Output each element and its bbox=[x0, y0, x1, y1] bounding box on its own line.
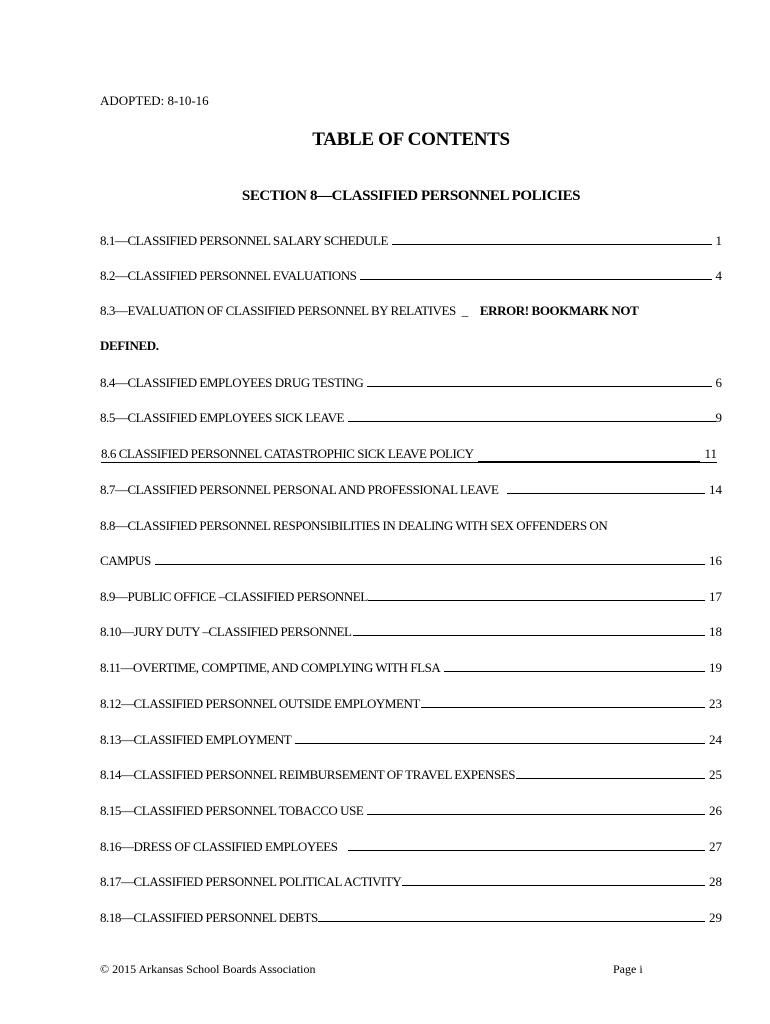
toc-entry-label: 8.13—CLASSIFIED EMPLOYMENT bbox=[100, 732, 292, 747]
toc-leader bbox=[353, 635, 705, 636]
toc-entry-8-12[interactable] bbox=[100, 692, 722, 712]
toc-entry-8-4[interactable] bbox=[100, 371, 722, 391]
toc-page-number: 19 bbox=[709, 660, 722, 675]
toc-page-number: 25 bbox=[709, 767, 722, 782]
document-title: TABLE OF CONTENTS bbox=[312, 129, 510, 150]
toc-page-number: 1 bbox=[715, 233, 722, 248]
toc-entry-label: 8.3—EVALUATION OF CLASSIFIED PERSONNEL BY RELATIVES bbox=[100, 303, 456, 318]
toc-entry-label: 8.16—DRESS OF CLASSIFIED EMPLOYEES bbox=[100, 839, 338, 854]
toc-leader bbox=[155, 564, 705, 565]
toc-entry-label: 8.6 CLASSIFIED PERSONNEL CATASTROPHIC SICK LEAVE POLICY bbox=[101, 446, 474, 461]
toc-entry-8-3[interactable] bbox=[100, 299, 722, 319]
toc-entry-8-18[interactable] bbox=[100, 906, 722, 926]
adopted-date: ADOPTED: 8-10-16 bbox=[100, 93, 209, 108]
footer-copyright: © 2015 Arkansas School Boards Association bbox=[100, 962, 316, 976]
toc-page-number: 16 bbox=[709, 553, 722, 568]
toc-page-number: 14 bbox=[709, 482, 722, 497]
toc-entry-label: 8.18—CLASSIFIED PERSONNEL DEBTS bbox=[100, 910, 318, 925]
toc-entry-8-6[interactable] bbox=[101, 442, 717, 463]
toc-page-number: 26 bbox=[709, 803, 722, 818]
toc-entry-label: 8.8—CLASSIFIED PERSONNEL RESPONSIBILITIES IN DEALING WITH SEX OFFENDERS ON bbox=[100, 518, 608, 533]
toc-entry-label: 8.12—CLASSIFIED PERSONNEL OUTSIDE EMPLOYMENT bbox=[100, 696, 420, 711]
toc-page-number: 9 bbox=[715, 410, 722, 425]
toc-entry-8-8-continuation[interactable] bbox=[100, 549, 722, 569]
toc-entry-label: 8.14—CLASSIFIED PERSONNEL REIMBURSEMENT OF TRAVEL EXPENSES bbox=[100, 767, 515, 782]
toc-entry-8-2[interactable] bbox=[100, 264, 722, 284]
toc-leader bbox=[421, 707, 705, 708]
toc-page-number: 6 bbox=[715, 375, 722, 390]
toc-entry-8-11[interactable] bbox=[100, 656, 722, 676]
toc-leader bbox=[478, 461, 701, 462]
toc-page-number: 11 bbox=[704, 446, 717, 461]
toc-leader bbox=[402, 885, 705, 886]
toc-leader: _ bbox=[461, 303, 468, 318]
toc-entry-label: 8.1—CLASSIFIED PERSONNEL SALARY SCHEDULE bbox=[100, 233, 389, 248]
toc-leader bbox=[392, 244, 711, 245]
toc-entry-8-15[interactable] bbox=[100, 799, 722, 819]
toc-entry-8-1[interactable] bbox=[100, 229, 722, 249]
toc-entry-label: 8.10—JURY DUTY –CLASSIFIED PERSONNEL bbox=[100, 624, 352, 639]
toc-entry-label: 8.7—CLASSIFIED PERSONNEL PERSONAL AND PROFESSIONAL LEAVE bbox=[100, 482, 499, 497]
toc-page-number: 29 bbox=[709, 910, 722, 925]
toc-entry-8-7[interactable] bbox=[100, 478, 722, 498]
bookmark-error-continuation: DEFINED. bbox=[100, 338, 159, 353]
bookmark-error-text: ERROR! BOOKMARK NOT bbox=[479, 303, 639, 318]
toc-entry-8-17[interactable] bbox=[100, 870, 722, 890]
toc-entry-label: 8.4—CLASSIFIED EMPLOYEES DRUG TESTING bbox=[100, 375, 364, 390]
toc-entry-label: 8.9—PUBLIC OFFICE –CLASSIFIED PERSONNEL bbox=[100, 589, 368, 604]
toc-entry-8-14[interactable] bbox=[100, 763, 722, 783]
toc-page-number: 27 bbox=[709, 839, 722, 854]
toc-page-number: 4 bbox=[715, 268, 722, 283]
footer-page-label: Page i bbox=[613, 962, 643, 976]
toc-entry-8-5[interactable] bbox=[100, 406, 722, 426]
toc-leader bbox=[367, 814, 705, 815]
toc-leader bbox=[444, 671, 705, 672]
toc-entry-8-16[interactable] bbox=[100, 835, 722, 855]
toc-leader bbox=[360, 279, 711, 280]
toc-entry-8-9[interactable] bbox=[100, 585, 722, 605]
toc-page-number: 24 bbox=[709, 732, 722, 747]
toc-entry-label: 8.2—CLASSIFIED PERSONNEL EVALUATIONS bbox=[100, 268, 357, 283]
toc-leader bbox=[348, 421, 715, 422]
toc-leader bbox=[507, 493, 705, 494]
toc-leader bbox=[318, 921, 705, 922]
toc-leader bbox=[295, 743, 705, 744]
toc-entry-label-continuation: CAMPUS bbox=[100, 553, 151, 568]
toc-entry-8-13[interactable] bbox=[100, 728, 722, 748]
toc-page-number: 23 bbox=[709, 696, 722, 711]
toc-entry-8-8[interactable] bbox=[100, 514, 722, 534]
toc-entry-8-10[interactable] bbox=[100, 620, 722, 640]
toc-page-number: 28 bbox=[709, 874, 722, 889]
toc-leader bbox=[368, 600, 705, 601]
toc-entry-label: 8.5—CLASSIFIED EMPLOYEES SICK LEAVE bbox=[100, 410, 345, 425]
section-heading: SECTION 8—CLASSIFIED PERSONNEL POLICIES bbox=[241, 188, 581, 204]
toc-leader bbox=[348, 850, 705, 851]
toc-entry-label: 8.11—OVERTIME, COMPTIME, AND COMPLYING WITH FLSA bbox=[100, 660, 441, 675]
toc-entry-label: 8.15—CLASSIFIED PERSONNEL TOBACCO USE bbox=[100, 803, 364, 818]
toc-leader bbox=[367, 386, 711, 387]
toc-entry-label: 8.17—CLASSIFIED PERSONNEL POLITICAL ACTIVITY bbox=[100, 874, 402, 889]
toc-leader bbox=[516, 778, 705, 779]
toc-entry-8-3-continuation bbox=[100, 338, 159, 354]
toc-page-number: 18 bbox=[709, 624, 722, 639]
toc-page-number: 17 bbox=[709, 589, 722, 604]
